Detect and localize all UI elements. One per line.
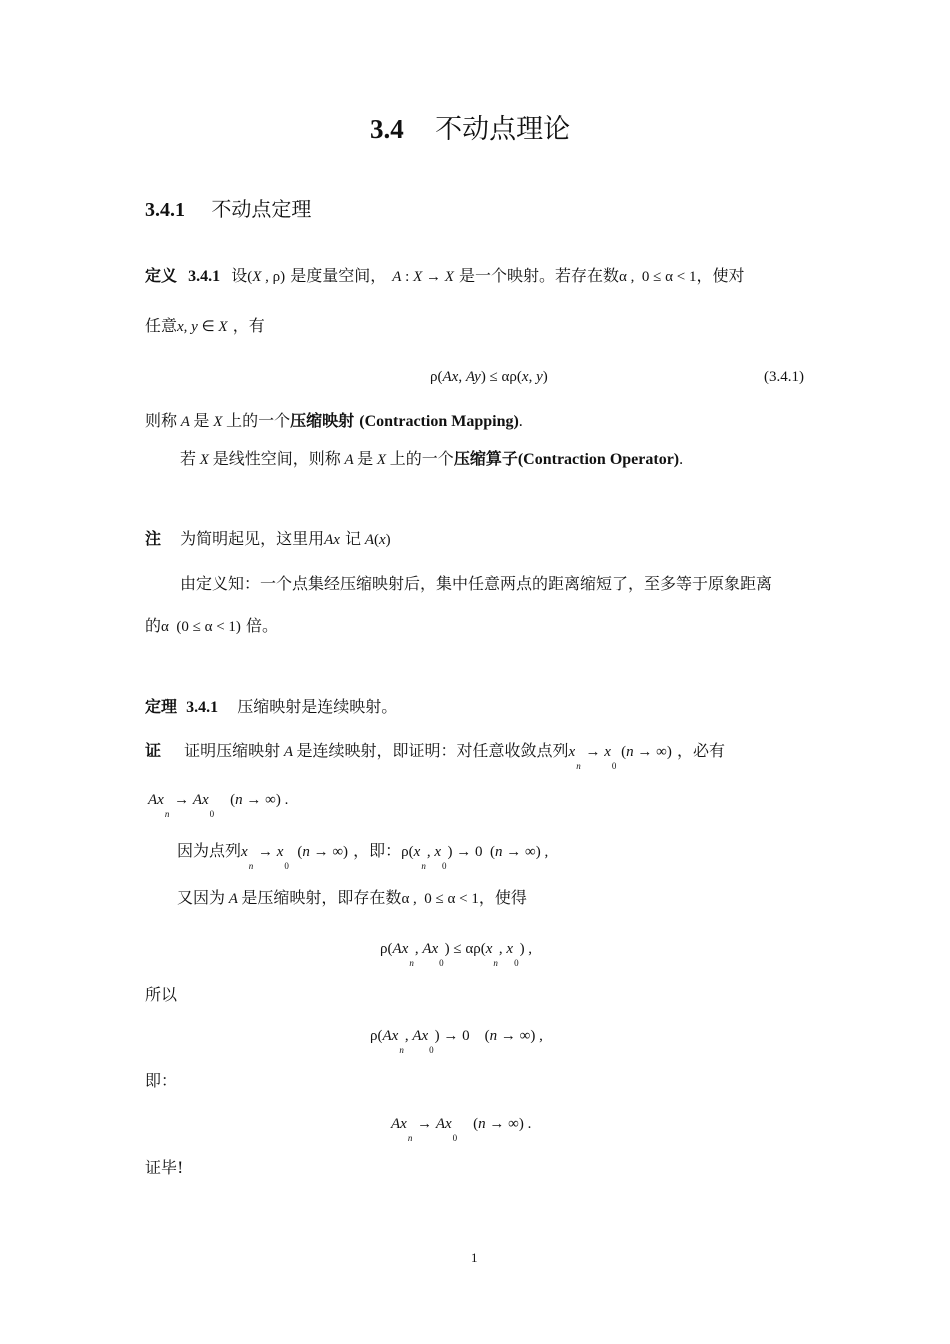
math-alpha-range: α , 0 ≤ α < 1 — [619, 269, 697, 285]
math-A: A — [280, 744, 297, 760]
math-A: A — [225, 891, 242, 907]
text: ，有 — [232, 316, 265, 335]
term-contraction-mapping: 压缩映射 — [290, 411, 355, 430]
math-alpha-factor: α (0 ≤ α < 1) — [161, 619, 241, 635]
note-line-1 — [145, 531, 391, 548]
section-number: 3.4.1 — [145, 199, 185, 221]
text: 记 — [345, 529, 362, 548]
text: 是 — [357, 449, 374, 468]
text: 因为点列 — [177, 841, 242, 860]
term-contraction-operator: 压缩算子 — [453, 449, 518, 468]
text: 是压缩映射，即存在数 — [241, 888, 402, 907]
text: 上的一个 — [389, 449, 454, 468]
note-label: 注 — [145, 529, 162, 548]
text: 是一个映射。若存在数 — [459, 266, 620, 285]
page-title — [370, 116, 570, 143]
math-Ax: Ax — [324, 532, 340, 548]
definition-line-2 — [145, 318, 265, 335]
math-xy-in-X: x, y — [177, 319, 198, 335]
definition-line-1 — [145, 268, 744, 285]
math-xn-to-x0: $x_n \to x_0$ (n → ∞) — [241, 844, 349, 871]
text: ，使得 — [478, 888, 527, 907]
note-line-2: 由定义知：一个点集经压缩映射后，集中任意两点的距离缩短了，至多等于原象距离 — [180, 574, 773, 593]
formula-contraction: ρ(Ax, Ay) ≤ αρ(x, y) — [430, 369, 548, 385]
proof-formula-3: $Ax_n \to Ax_0$ (n → ∞) . — [391, 1116, 532, 1143]
text: 上的一个 — [226, 411, 291, 430]
title-number: 3.4 — [370, 114, 404, 144]
text: 任意 — [145, 316, 178, 335]
text: 设 — [231, 266, 248, 285]
math-A-of-x-arg: (x) — [373, 532, 391, 548]
text: . — [518, 413, 523, 430]
math-A: A — [340, 452, 358, 468]
math-metric-space: (X , ρ) — [247, 269, 286, 285]
term-contraction-mapping-en: (Contraction Mapping) — [359, 413, 519, 430]
text: 若 — [180, 449, 197, 468]
text: 是连续映射，即证明：对任意收敛点列 — [296, 741, 569, 760]
text: ，必有 — [676, 741, 725, 760]
math-mapping-rest: : X → X — [401, 269, 454, 285]
formula-number: (3.4.1) — [764, 369, 804, 385]
text: 是线性空间，则称 — [212, 449, 341, 468]
note-line-3 — [145, 618, 278, 635]
text: ，使对 — [696, 266, 745, 285]
text: 倍。 — [246, 616, 279, 635]
theorem-text: 压缩映射是连续映射。 — [237, 697, 398, 716]
text: 为简明起见，这里用 — [180, 529, 325, 548]
definition-line-4 — [180, 451, 683, 468]
math-rho-to-zero: $\rho(x_n$, $x_0) \to 0$ (n → ∞) , — [401, 844, 549, 871]
math-X: X — [196, 452, 213, 468]
text: . — [679, 451, 684, 468]
proof-line-3 — [177, 841, 549, 871]
proof-end: 证毕! — [145, 1158, 184, 1177]
math-xn-to-x0: $x_n \to x_0$ (n → ∞) — [568, 744, 672, 771]
term-contraction-operator-en: (Contraction Operator) — [517, 451, 680, 468]
page-number: 1 — [471, 1250, 478, 1265]
text: 的 — [145, 616, 162, 635]
math-X: X — [209, 414, 227, 430]
proof-line-2-math: $Ax_n \to Ax_0$ (n → ∞) . — [148, 792, 289, 819]
proof-line-1 — [145, 741, 725, 771]
proof-so: 所以 — [145, 985, 178, 1004]
math-mapping: A — [392, 269, 402, 285]
section-heading — [145, 199, 311, 220]
theorem-line — [145, 699, 397, 716]
text: 证明压缩映射 — [184, 741, 281, 760]
proof-formula-1: $\rho(Ax_n$, $Ax_0) \le \alpha\rho(x_n$, $x_0$) , — [380, 941, 533, 968]
proof-formula-2: $\rho(Ax_n$, $Ax_0) \to 0$ (n → ∞) , — [370, 1028, 543, 1055]
definition-line-3 — [145, 413, 523, 430]
proof-ie: 即： — [145, 1071, 178, 1090]
proof-label: 证 — [145, 741, 162, 760]
text: 又因为 — [177, 888, 226, 907]
text: 则称 — [145, 411, 178, 430]
proof-line-4 — [177, 890, 527, 907]
title-text: 不动点理论 — [435, 114, 571, 145]
math-A-of-x: A — [361, 532, 374, 548]
text: 是度量空间， — [290, 266, 387, 285]
text: ，即： — [353, 841, 402, 860]
math-alpha-range: α , 0 ≤ α < 1 — [401, 891, 479, 907]
math-X: X — [373, 452, 390, 468]
text: 是 — [193, 411, 210, 430]
definition-label: 定义 — [145, 266, 178, 285]
theorem-number: 3.4.1 — [186, 699, 219, 716]
math-in: ∈ X — [197, 319, 228, 335]
definition-number: 3.4.1 — [188, 268, 221, 285]
math-A: A — [177, 414, 194, 430]
theorem-label: 定理 — [145, 697, 178, 716]
section-title: 不动点定理 — [211, 197, 312, 221]
